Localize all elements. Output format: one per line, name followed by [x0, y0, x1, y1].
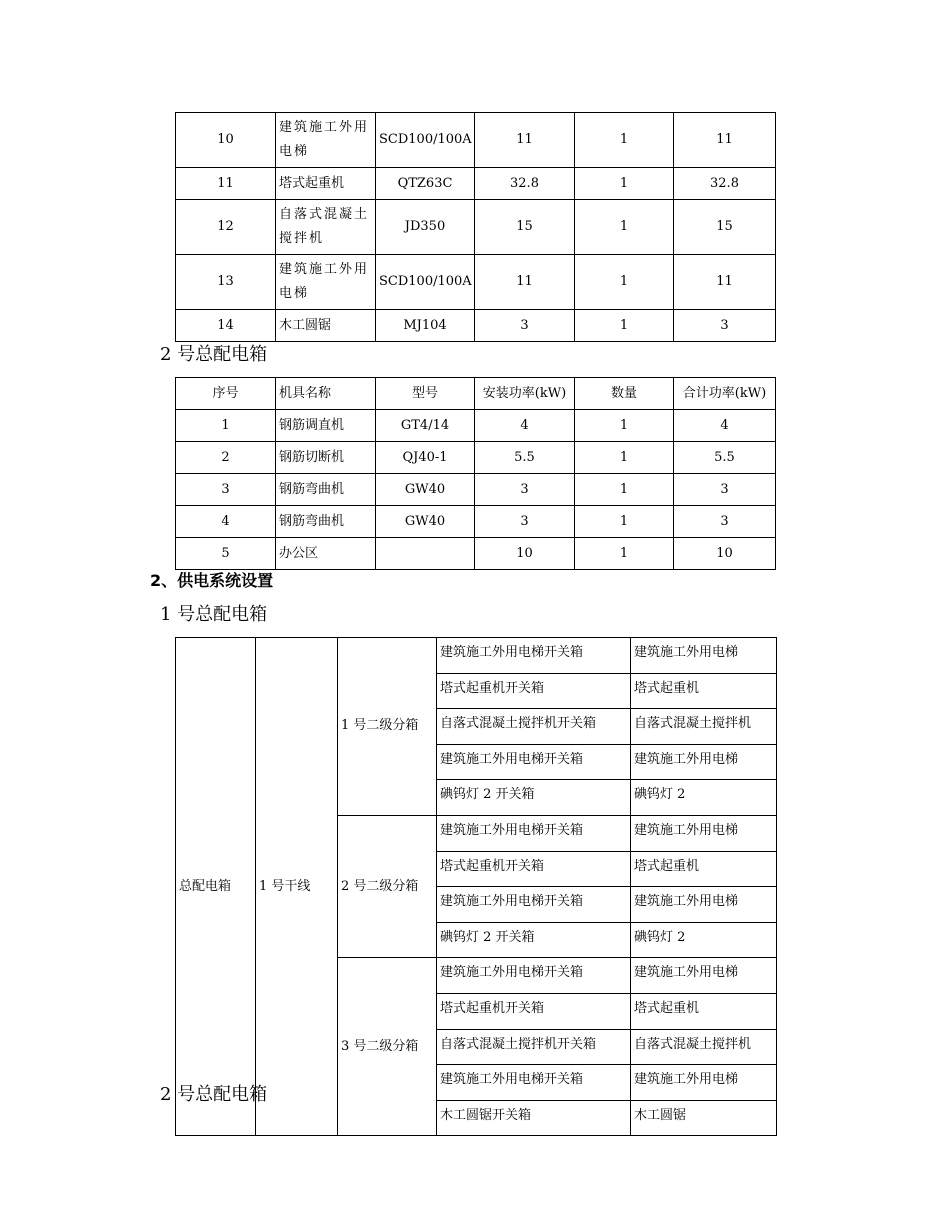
equipment-table-body: [176, 410, 776, 570]
power-supply-tree-table: [175, 637, 777, 1136]
table-row: [176, 506, 776, 538]
quantity-cell: 1: [575, 168, 674, 200]
quantity-header: 数量: [575, 378, 674, 410]
total-power-cell: 15: [674, 200, 776, 255]
row-number-cell: 14: [176, 310, 276, 342]
equipment-cell: 建筑施工外用电梯: [631, 744, 777, 780]
switch-box-cell: 建筑施工外用电梯开关箱: [437, 958, 631, 994]
switch-box-cell: 建筑施工外用电梯开关箱: [437, 1065, 631, 1101]
switch-box-cell: 碘钨灯 2 开关箱: [437, 922, 631, 958]
total-power-header: 合计功率(kW): [674, 378, 776, 410]
total-power-cell: 32.8: [674, 168, 776, 200]
equipment-name-cell: 钢筋调直机: [276, 410, 376, 442]
quantity-cell: 1: [575, 310, 674, 342]
installed-power-cell: 11: [475, 255, 575, 310]
table-row: [176, 474, 776, 506]
total-power-cell: 11: [674, 113, 776, 168]
switch-box-cell: 建筑施工外用电梯开关箱: [437, 887, 631, 923]
installed-power-cell: 15: [475, 200, 575, 255]
table-row: [176, 200, 776, 255]
equipment-cell: 建筑施工外用电梯: [631, 887, 777, 923]
quantity-cell: 1: [575, 200, 674, 255]
box2-label: 2 号总配电箱: [160, 344, 268, 365]
switch-box-cell: 建筑施工外用电梯开关箱: [437, 815, 631, 851]
installed-power-cell: 11: [475, 113, 575, 168]
main-distribution-box-cell: 总配电箱: [176, 638, 256, 1136]
model-cell: SCD100/100A: [376, 255, 475, 310]
table-row: [176, 638, 777, 674]
equipment-name-cell: 建筑施工外用电梯: [276, 255, 376, 310]
trunk-line-cell: 1 号干线: [256, 638, 338, 1136]
equipment-name-cell: 办公区: [276, 538, 376, 570]
equipment-cell: 自落式混凝土搅拌机: [631, 1029, 777, 1065]
total-power-cell: 4: [674, 410, 776, 442]
equipment-name-cell: 钢筋弯曲机: [276, 506, 376, 538]
box2-label-bottom: 2 号总配电箱: [160, 1084, 268, 1105]
quantity-cell: 1: [575, 442, 674, 474]
equipment-cell: 碘钨灯 2: [631, 780, 777, 816]
quantity-cell: 1: [575, 538, 674, 570]
installed-power-cell: 4: [475, 410, 575, 442]
secondary-box-cell: 2 号二级分箱: [338, 815, 437, 957]
equipment-name-header: 机具名称: [276, 378, 376, 410]
quantity-cell: 1: [575, 506, 674, 538]
quantity-cell: 1: [575, 113, 674, 168]
total-power-cell: 5.5: [674, 442, 776, 474]
equipment-name-cell: 钢筋切断机: [276, 442, 376, 474]
row-number-cell: 2: [176, 442, 276, 474]
equipment-name-cell: 钢筋弯曲机: [276, 474, 376, 506]
secondary-box-cell: 1 号二级分箱: [338, 638, 437, 816]
switch-box-cell: 自落式混凝土搅拌机开关箱: [437, 1029, 631, 1065]
equipment-name-cell: 自落式混凝土搅拌机: [276, 200, 376, 255]
equipment-table-header: [176, 378, 776, 410]
table-row: [176, 255, 776, 310]
installed-power-header: 安装功率(kW): [475, 378, 575, 410]
row-number-cell: 5: [176, 538, 276, 570]
switch-box-cell: 塔式起重机开关箱: [437, 673, 631, 709]
header-row: [176, 378, 776, 410]
equipment-table-body: [176, 113, 776, 342]
equipment-table-box2: [175, 377, 776, 570]
row-number-cell: 4: [176, 506, 276, 538]
secondary-box-cell: 3 号二级分箱: [338, 958, 437, 1136]
equipment-cell: 木工圆锯: [631, 1100, 777, 1136]
model-cell: QJ40-1: [376, 442, 475, 474]
equipment-name-cell: 建筑施工外用电梯: [276, 113, 376, 168]
installed-power-cell: 3: [475, 310, 575, 342]
model-header: 型号: [376, 378, 475, 410]
row-number-cell: 13: [176, 255, 276, 310]
total-power-cell: 11: [674, 255, 776, 310]
switch-box-cell: 建筑施工外用电梯开关箱: [437, 744, 631, 780]
row-number-cell: 1: [176, 410, 276, 442]
row-number-header: 序号: [176, 378, 276, 410]
model-cell: JD350: [376, 200, 475, 255]
total-power-cell: 3: [674, 506, 776, 538]
switch-box-cell: 木工圆锯开关箱: [437, 1100, 631, 1136]
equipment-cell: 建筑施工外用电梯: [631, 1065, 777, 1101]
equipment-cell: 自落式混凝土搅拌机: [631, 709, 777, 745]
installed-power-cell: 3: [475, 506, 575, 538]
box1-label: 1 号总配电箱: [160, 604, 268, 625]
equipment-table-box1-continued: [175, 112, 776, 342]
row-number-cell: 10: [176, 113, 276, 168]
table-row: [176, 113, 776, 168]
quantity-cell: 1: [575, 474, 674, 506]
model-cell: GW40: [376, 506, 475, 538]
installed-power-cell: 10: [475, 538, 575, 570]
switch-box-cell: 塔式起重机开关箱: [437, 993, 631, 1029]
table-row: [176, 442, 776, 474]
row-number-cell: 12: [176, 200, 276, 255]
table-row: [176, 310, 776, 342]
table-row: [176, 538, 776, 570]
model-cell: QTZ63C: [376, 168, 475, 200]
model-cell: SCD100/100A: [376, 113, 475, 168]
section-heading: 2、供电系统设置: [150, 571, 274, 590]
equipment-name-cell: 木工圆锯: [276, 310, 376, 342]
table-row: [176, 168, 776, 200]
equipment-cell: 建筑施工外用电梯: [631, 638, 777, 674]
installed-power-cell: 5.5: [475, 442, 575, 474]
model-cell: GT4/14: [376, 410, 475, 442]
equipment-cell: 建筑施工外用电梯: [631, 815, 777, 851]
total-power-cell: 3: [674, 310, 776, 342]
equipment-name-cell: 塔式起重机: [276, 168, 376, 200]
total-power-cell: 3: [674, 474, 776, 506]
equipment-cell: 碘钨灯 2: [631, 922, 777, 958]
equipment-cell: 建筑施工外用电梯: [631, 958, 777, 994]
equipment-cell: 塔式起重机: [631, 673, 777, 709]
switch-box-cell: 自落式混凝土搅拌机开关箱: [437, 709, 631, 745]
quantity-cell: 1: [575, 410, 674, 442]
row-number-cell: 11: [176, 168, 276, 200]
table-row: [176, 410, 776, 442]
row-number-cell: 3: [176, 474, 276, 506]
model-cell: [376, 538, 475, 570]
quantity-cell: 1: [575, 255, 674, 310]
switch-box-cell: 塔式起重机开关箱: [437, 851, 631, 887]
model-cell: MJ104: [376, 310, 475, 342]
equipment-cell: 塔式起重机: [631, 993, 777, 1029]
power-supply-tree-body: [176, 638, 777, 1136]
switch-box-cell: 碘钨灯 2 开关箱: [437, 780, 631, 816]
switch-box-cell: 建筑施工外用电梯开关箱: [437, 638, 631, 674]
installed-power-cell: 32.8: [475, 168, 575, 200]
model-cell: GW40: [376, 474, 475, 506]
installed-power-cell: 3: [475, 474, 575, 506]
equipment-cell: 塔式起重机: [631, 851, 777, 887]
total-power-cell: 10: [674, 538, 776, 570]
